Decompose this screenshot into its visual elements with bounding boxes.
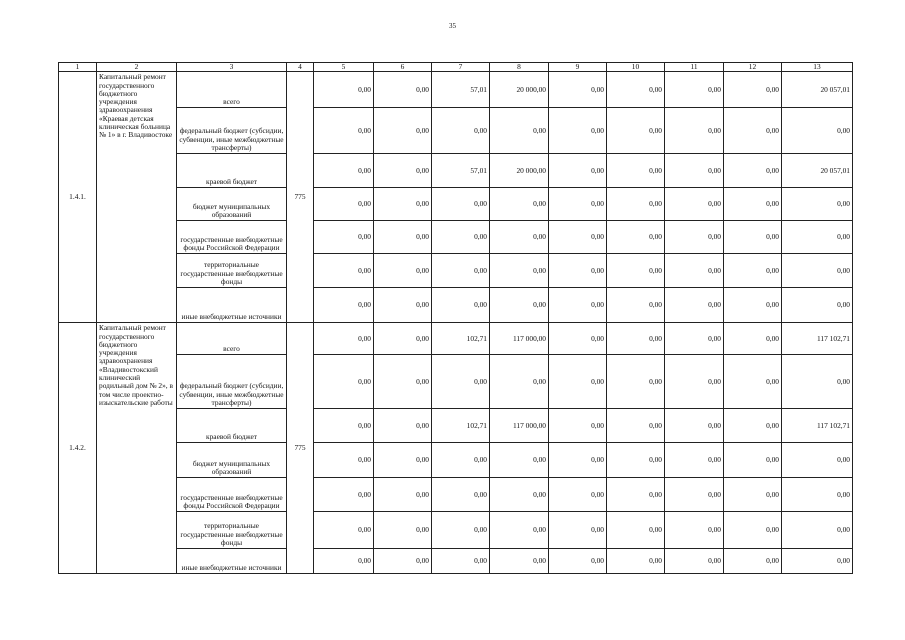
table-row (59, 108, 853, 154)
amount-cell: 0,00 (724, 72, 782, 108)
amount-cell: 0,00 (665, 254, 724, 288)
amount-cell: 0,00 (314, 409, 374, 443)
amount-cell: 0,00 (314, 323, 374, 355)
amount-cell: 0,00 (724, 254, 782, 288)
amount-cell: 0,00 (549, 108, 607, 154)
amount-cell: 0,00 (665, 549, 724, 574)
funding-source: федеральный бюджет (субсидии, субвенции, иные межбюджетные трансферты) (177, 108, 287, 154)
table-row (59, 549, 853, 574)
amount-cell: 0,00 (607, 355, 665, 409)
amount-cell: 20 000,00 (490, 154, 549, 188)
amount-cell: 0,00 (314, 478, 374, 512)
funding-source: территориальные государственные внебюджетные фонды (177, 254, 287, 288)
amount-cell: 0,00 (724, 478, 782, 512)
amount-cell: 0,00 (665, 323, 724, 355)
amount-cell: 117 102,71 (782, 409, 853, 443)
amount-cell: 0,00 (314, 549, 374, 574)
amount-cell: 0,00 (782, 512, 853, 549)
amount-cell: 0,00 (549, 512, 607, 549)
amount-cell: 0,00 (782, 443, 853, 478)
amount-cell: 0,00 (314, 443, 374, 478)
amount-cell: 0,00 (724, 188, 782, 221)
amount-cell: 0,00 (549, 154, 607, 188)
funding-source: государственные внебюджетные фонды Российской Федерации (177, 221, 287, 254)
amount-cell: 0,00 (607, 443, 665, 478)
amount-cell: 0,00 (549, 188, 607, 221)
amount-cell: 0,00 (490, 549, 549, 574)
amount-cell: 0,00 (374, 288, 432, 323)
amount-cell: 0,00 (665, 512, 724, 549)
amount-cell: 0,00 (607, 323, 665, 355)
amount-cell: 0,00 (432, 254, 490, 288)
amount-cell: 57,01 (432, 72, 490, 108)
amount-cell: 0,00 (724, 288, 782, 323)
item-name: Капитальный ремонт государственного бюджетного учреждения здравоохранения «Владивостокский клинический родильный дом № 2», в том числе проектно-изыскательские работы (97, 323, 177, 574)
amount-cell: 0,00 (665, 108, 724, 154)
amount-cell: 0,00 (490, 254, 549, 288)
amount-cell: 0,00 (314, 188, 374, 221)
amount-cell: 0,00 (665, 443, 724, 478)
amount-cell: 102,71 (432, 323, 490, 355)
amount-cell: 0,00 (549, 409, 607, 443)
amount-cell: 0,00 (374, 154, 432, 188)
budget-code: 775 (287, 323, 314, 574)
funding-source: всего (177, 72, 287, 108)
amount-cell: 0,00 (724, 443, 782, 478)
amount-cell: 0,00 (782, 478, 853, 512)
amount-cell: 0,00 (782, 108, 853, 154)
header-cell: 1 (59, 63, 97, 72)
amount-cell: 0,00 (607, 221, 665, 254)
amount-cell: 102,71 (432, 409, 490, 443)
amount-cell: 0,00 (314, 108, 374, 154)
amount-cell: 0,00 (549, 288, 607, 323)
amount-cell: 0,00 (724, 355, 782, 409)
amount-cell: 0,00 (374, 478, 432, 512)
amount-cell: 0,00 (490, 221, 549, 254)
amount-cell: 20 000,00 (490, 72, 549, 108)
amount-cell: 57,01 (432, 154, 490, 188)
amount-cell: 0,00 (432, 443, 490, 478)
amount-cell: 0,00 (374, 221, 432, 254)
amount-cell: 0,00 (724, 512, 782, 549)
amount-cell: 0,00 (549, 72, 607, 108)
amount-cell: 0,00 (782, 288, 853, 323)
amount-cell: 117 000,00 (490, 409, 549, 443)
amount-cell: 0,00 (607, 154, 665, 188)
amount-cell: 0,00 (782, 254, 853, 288)
amount-cell: 0,00 (314, 154, 374, 188)
header-cell: 6 (374, 63, 432, 72)
header-cell: 5 (314, 63, 374, 72)
amount-cell: 0,00 (490, 355, 549, 409)
amount-cell: 0,00 (490, 512, 549, 549)
funding-source: бюджет муниципальных образований (177, 443, 287, 478)
amount-cell: 0,00 (490, 443, 549, 478)
header-cell: 9 (549, 63, 607, 72)
amount-cell: 0,00 (549, 549, 607, 574)
table-row (59, 478, 853, 512)
amount-cell: 0,00 (665, 221, 724, 254)
amount-cell: 0,00 (782, 549, 853, 574)
amount-cell: 0,00 (314, 221, 374, 254)
amount-cell: 0,00 (314, 355, 374, 409)
amount-cell: 0,00 (490, 288, 549, 323)
amount-cell: 0,00 (607, 288, 665, 323)
amount-cell: 0,00 (724, 221, 782, 254)
header-cell: 8 (490, 63, 549, 72)
amount-cell: 0,00 (724, 409, 782, 443)
amount-cell: 0,00 (432, 188, 490, 221)
header-cell: 10 (607, 63, 665, 72)
amount-cell: 0,00 (432, 549, 490, 574)
funding-source: иные внебюджетные источники (177, 549, 287, 574)
funding-source: краевой бюджет (177, 154, 287, 188)
amount-cell: 0,00 (432, 288, 490, 323)
amount-cell: 117 000,00 (490, 323, 549, 355)
amount-cell: 0,00 (724, 549, 782, 574)
amount-cell: 0,00 (665, 154, 724, 188)
amount-cell: 0,00 (665, 478, 724, 512)
funding-source: краевой бюджет (177, 409, 287, 443)
header-cell: 4 (287, 63, 314, 72)
amount-cell: 0,00 (314, 512, 374, 549)
amount-cell: 0,00 (314, 288, 374, 323)
amount-cell: 0,00 (549, 221, 607, 254)
amount-cell: 0,00 (432, 221, 490, 254)
table-row (59, 72, 853, 108)
amount-cell: 0,00 (607, 254, 665, 288)
funding-source: территориальные государственные внебюджетные фонды (177, 512, 287, 549)
header-row (59, 63, 853, 72)
amount-cell: 0,00 (549, 478, 607, 512)
amount-cell: 0,00 (374, 323, 432, 355)
amount-cell: 0,00 (724, 323, 782, 355)
item-code: 1.4.1. (59, 72, 97, 323)
header-cell: 12 (724, 63, 782, 72)
table-row (59, 154, 853, 188)
amount-cell: 0,00 (490, 108, 549, 154)
header-cell: 7 (432, 63, 490, 72)
funding-source: государственные внебюджетные фонды Российской Федерации (177, 478, 287, 512)
funding-source: бюджет муниципальных образований (177, 188, 287, 221)
amount-cell: 0,00 (374, 549, 432, 574)
table-row (59, 443, 853, 478)
funding-source: всего (177, 323, 287, 355)
amount-cell: 0,00 (607, 409, 665, 443)
amount-cell: 0,00 (374, 409, 432, 443)
amount-cell: 0,00 (782, 188, 853, 221)
amount-cell: 0,00 (374, 108, 432, 154)
amount-cell: 0,00 (724, 108, 782, 154)
amount-cell: 0,00 (374, 188, 432, 221)
amount-cell: 0,00 (374, 512, 432, 549)
table-row (59, 188, 853, 221)
amount-cell: 0,00 (374, 443, 432, 478)
amount-cell: 0,00 (374, 72, 432, 108)
amount-cell: 0,00 (314, 254, 374, 288)
amount-cell: 0,00 (374, 355, 432, 409)
page-number: 35 (449, 22, 456, 30)
amount-cell: 0,00 (607, 108, 665, 154)
item-name: Капитальный ремонт государственного бюджетного учреждения здравоохранения «Краевая детская клиническая больница № 1» в г. Владивостоке (97, 72, 177, 323)
amount-cell: 20 057,01 (782, 72, 853, 108)
amount-cell: 0,00 (607, 512, 665, 549)
amount-cell: 0,00 (665, 188, 724, 221)
table-row (59, 409, 853, 443)
amount-cell: 0,00 (490, 188, 549, 221)
amount-cell: 0,00 (432, 355, 490, 409)
budget-code: 775 (287, 72, 314, 323)
amount-cell: 0,00 (665, 72, 724, 108)
table-row (59, 323, 853, 355)
amount-cell: 0,00 (549, 443, 607, 478)
header-cell: 3 (177, 63, 287, 72)
amount-cell: 0,00 (665, 355, 724, 409)
amount-cell: 0,00 (607, 188, 665, 221)
header-cell: 11 (665, 63, 724, 72)
amount-cell: 0,00 (432, 108, 490, 154)
amount-cell: 0,00 (607, 549, 665, 574)
funding-source: иные внебюджетные источники (177, 288, 287, 323)
amount-cell: 0,00 (314, 72, 374, 108)
amount-cell: 0,00 (665, 288, 724, 323)
amount-cell: 0,00 (549, 254, 607, 288)
amount-cell: 0,00 (665, 409, 724, 443)
amount-cell: 0,00 (782, 355, 853, 409)
amount-cell: 20 057,01 (782, 154, 853, 188)
amount-cell: 0,00 (724, 154, 782, 188)
amount-cell: 0,00 (782, 221, 853, 254)
amount-cell: 117 102,71 (782, 323, 853, 355)
header-cell: 13 (782, 63, 853, 72)
amount-cell: 0,00 (490, 478, 549, 512)
funding-source: федеральный бюджет (субсидии, субвенции, иные межбюджетные трансферты) (177, 355, 287, 409)
table-row (59, 355, 853, 409)
amount-cell: 0,00 (432, 478, 490, 512)
table-row (59, 512, 853, 549)
amount-cell: 0,00 (549, 323, 607, 355)
amount-cell: 0,00 (374, 254, 432, 288)
amount-cell: 0,00 (607, 72, 665, 108)
budget-table (58, 62, 853, 574)
item-code: 1.4.2. (59, 323, 97, 574)
amount-cell: 0,00 (432, 512, 490, 549)
table-row (59, 288, 853, 323)
table-row (59, 221, 853, 254)
header-cell: 2 (97, 63, 177, 72)
amount-cell: 0,00 (607, 478, 665, 512)
amount-cell: 0,00 (549, 355, 607, 409)
table-row (59, 254, 853, 288)
